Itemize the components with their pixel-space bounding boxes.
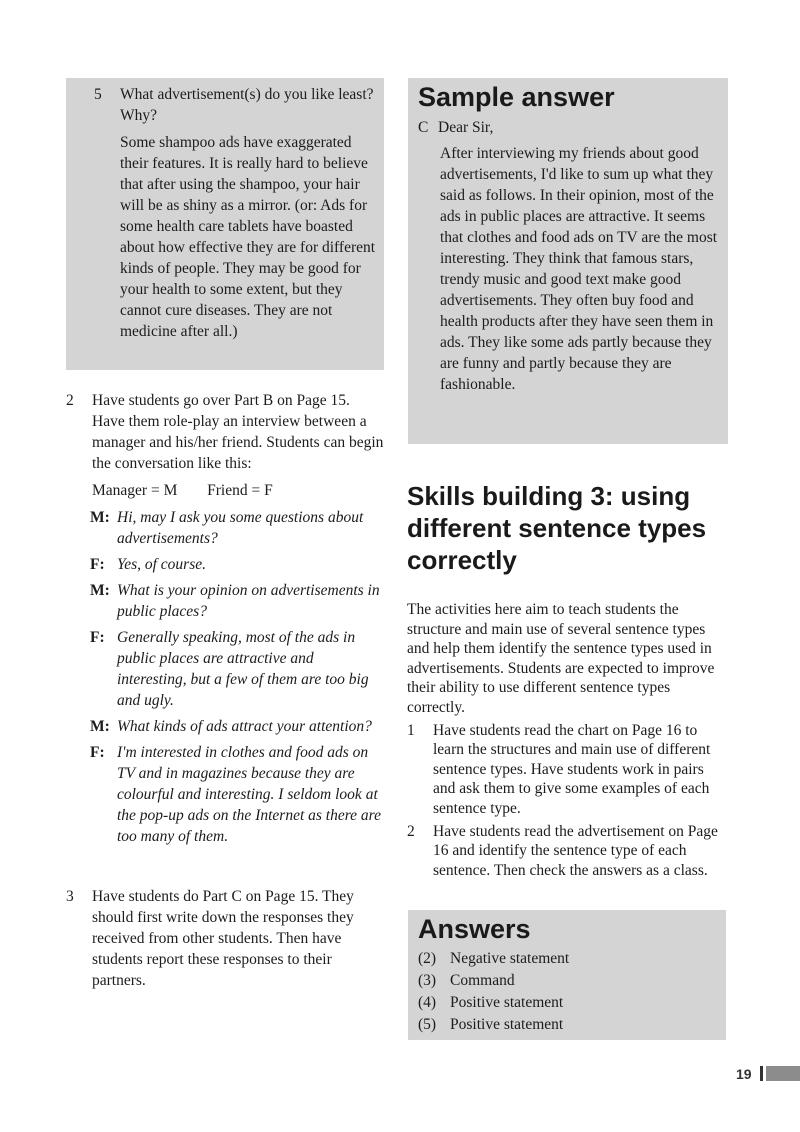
answer-text: Positive statement bbox=[450, 1016, 564, 1033]
answer-box-q5 bbox=[66, 78, 384, 370]
dialogue-line bbox=[90, 507, 386, 549]
step-text: Have students go over Part B on Page 15. Have them role-play an interview between a manager and his/her friend. Students can begin the conversation like this: bbox=[92, 392, 384, 472]
speaker: F: bbox=[90, 744, 105, 761]
speaker: M: bbox=[90, 582, 110, 599]
item-text: Have students read the chart on Page 16 to learn the structures and main use of different sentence types. Have students work in pairs and ask them to give some examples of each sentence type. bbox=[433, 721, 711, 817]
line-text: Yes, of course. bbox=[117, 556, 206, 573]
line-text: What is your opinion on advertisements in public places? bbox=[117, 582, 380, 620]
page-number: 19 bbox=[736, 1066, 752, 1082]
answers-heading: Answers bbox=[418, 914, 531, 944]
question-number: 5 bbox=[94, 86, 102, 103]
item-number: 1 bbox=[407, 721, 415, 739]
salutation: Dear Sir, bbox=[438, 119, 494, 136]
speaker: M: bbox=[90, 718, 110, 735]
question-text: What advertisement(s) do you like least? Why? bbox=[120, 86, 374, 124]
dialogue-line bbox=[90, 716, 386, 737]
legend-friend: Friend = F bbox=[207, 482, 273, 499]
answer-number: (4) bbox=[418, 994, 437, 1011]
skills-item bbox=[407, 822, 729, 881]
answer-text: Command bbox=[450, 972, 515, 989]
answer-number: (2) bbox=[418, 950, 437, 967]
speaker-legend bbox=[92, 480, 386, 501]
skills-item bbox=[407, 721, 729, 819]
skills-body bbox=[407, 600, 729, 880]
speaker: F: bbox=[90, 556, 105, 573]
step-3 bbox=[66, 886, 386, 991]
sample-answer-heading: Sample answer bbox=[418, 82, 615, 112]
sample-answer-box bbox=[408, 78, 728, 444]
page-tab-bar bbox=[766, 1066, 800, 1081]
skills-intro: The activities here aim to teach students the structure and main use of several sentence types and help them identify the sentence types used in advertisements. Students are expected to improve their ability to use different sentence types correctly. bbox=[407, 601, 715, 716]
question-item bbox=[94, 84, 382, 342]
legend-manager: Manager = M bbox=[92, 482, 178, 499]
part-letter: C bbox=[418, 119, 429, 136]
answer-number: (3) bbox=[418, 972, 437, 989]
page-number-bar bbox=[760, 1066, 763, 1081]
line-text: Generally speaking, most of the ads in public places are attractive and interesting, but a few of them are too big and ugly. bbox=[117, 629, 369, 709]
step-text: Have students do Part C on Page 15. They should first write down the responses they received from other students. Then have students report these responses to their partners. bbox=[92, 888, 354, 989]
line-text: What kinds of ads attract your attention? bbox=[117, 718, 372, 735]
answer-item bbox=[418, 948, 718, 969]
step-2-item bbox=[66, 390, 386, 501]
dialogue-line bbox=[90, 554, 386, 575]
dialogue-line bbox=[90, 627, 386, 711]
item-text: Have students read the advertisement on Page 16 and identify the sentence type of each sentence. Then check the answers as a class. bbox=[433, 822, 718, 879]
answer-text: Negative statement bbox=[450, 950, 570, 967]
speaker: M: bbox=[90, 509, 110, 526]
question-answer: Some shampoo ads have exaggerated their features. It is really hard to believe that after using the shampoo, your hair will be as shiny as a mirror. (or: Ads for some health care tablets have boasted about how effective they are for different kinds of people. They may be good for your health to some extent, but they cannot cure diseases. They are not medicine after all.) bbox=[120, 134, 376, 340]
step-2 bbox=[66, 390, 386, 852]
answers-box bbox=[408, 910, 726, 1040]
dialogue-line bbox=[90, 742, 386, 847]
letter-line bbox=[418, 117, 723, 138]
speaker: F: bbox=[90, 629, 105, 646]
answer-text: Positive statement bbox=[450, 994, 564, 1011]
answers-list bbox=[418, 948, 718, 1035]
step-number: 3 bbox=[66, 888, 74, 905]
section-heading: Skills building 3: using different sentence types correctly bbox=[407, 481, 707, 575]
dialogue bbox=[66, 507, 386, 847]
line-text: I'm interested in clothes and food ads on TV and in magazines because they are colourful and interesting. I seldom look at the pop-up ads on the Internet as there are too many of them. bbox=[117, 744, 382, 845]
answer-item bbox=[418, 992, 718, 1013]
dialogue-line bbox=[90, 580, 386, 622]
step-number: 2 bbox=[66, 392, 74, 409]
answer-item bbox=[418, 1014, 718, 1035]
answer-item bbox=[418, 970, 718, 991]
answer-number: (5) bbox=[418, 1016, 437, 1033]
sample-answer-body: After interviewing my friends about good advertisements, I'd like to sum up what they said as follows. In their opinion, most of the ads in public places are attractive. It seems that clothes and food ads on TV are the most interesting. They think that famous stars, trendy music and good text make good advertisements. They often buy food and health products after they have seen them in ads. They like some ads partly because they are funny and partly because they are fashionable. bbox=[440, 145, 718, 393]
line-text: Hi, may I ask you some questions about advertisements? bbox=[117, 509, 364, 547]
item-number: 2 bbox=[407, 822, 415, 840]
